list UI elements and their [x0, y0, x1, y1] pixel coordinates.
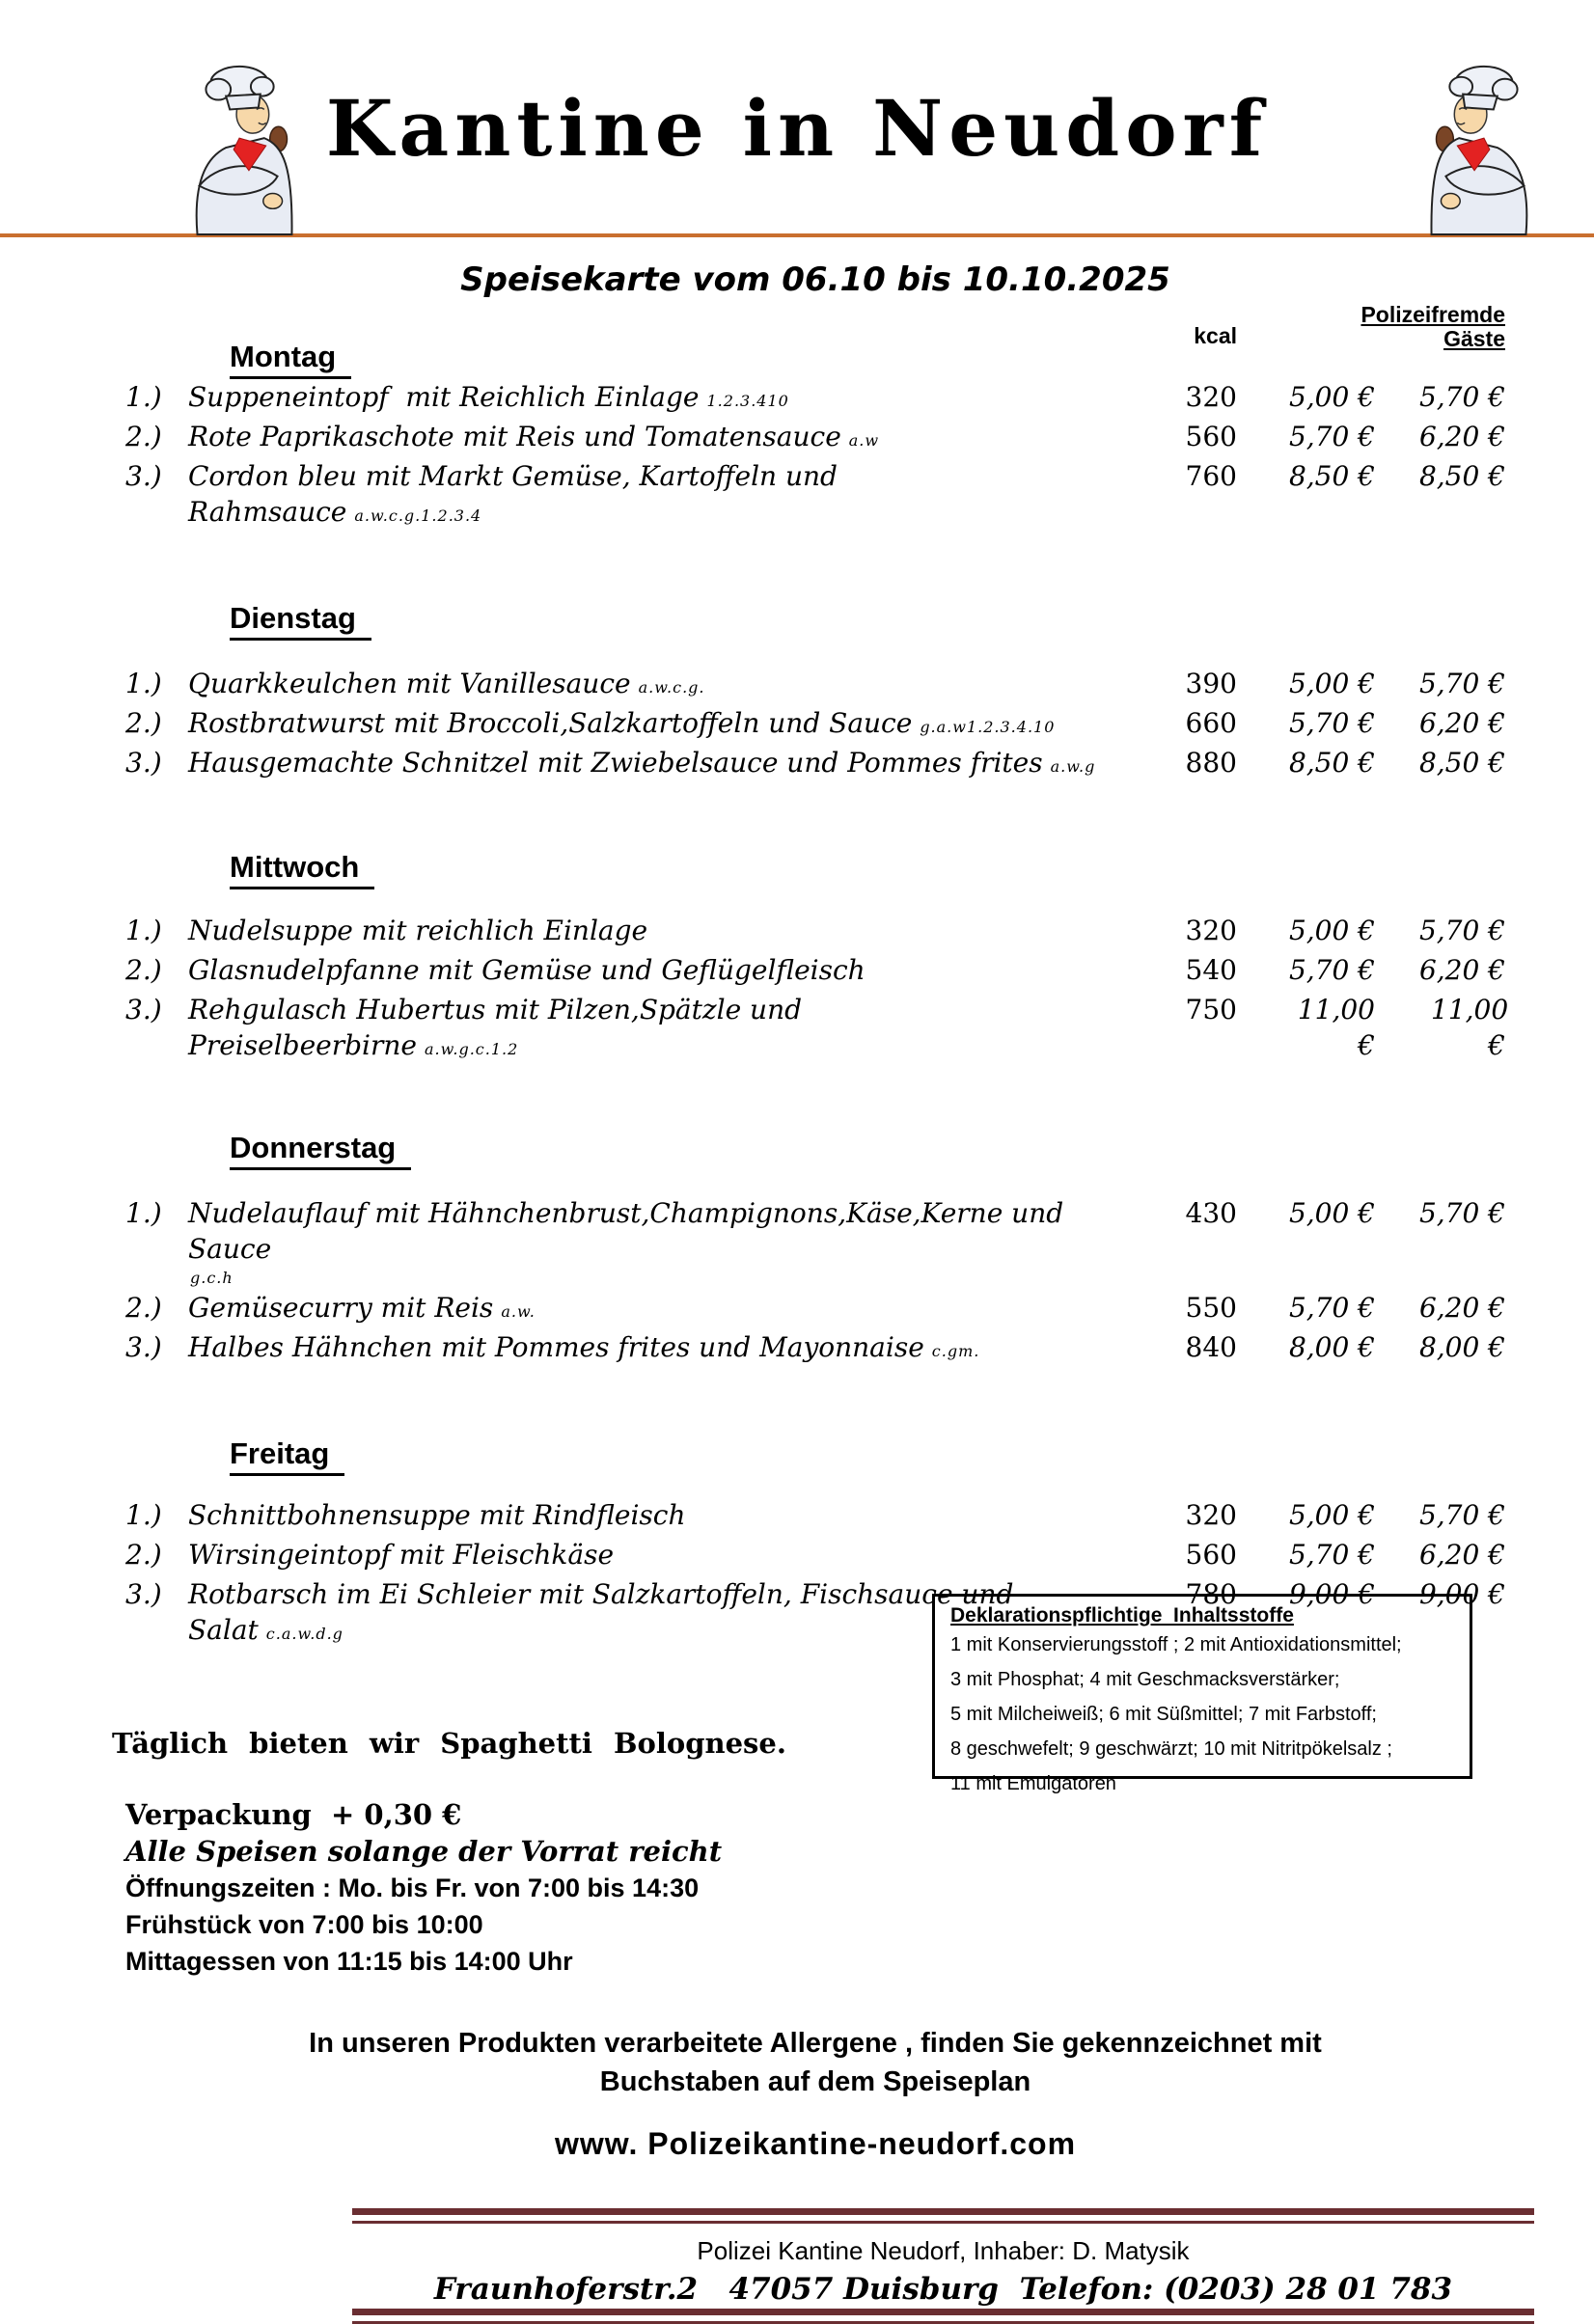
- dish-name: Halbes Hähnchen mit Pommes frites und Mayonnaise c.gm.: [188, 1331, 980, 1363]
- stock-note: Alle Speisen solange der Vorrat reicht: [125, 1835, 723, 1868]
- guests-column-header: Polizeifremde Gäste: [1360, 302, 1505, 351]
- allergen-codes: c.gm.: [931, 1342, 980, 1360]
- guest-price-value: 8,00 €: [1418, 1331, 1505, 1363]
- item-number: 1.): [125, 668, 162, 699]
- dish-name: Hausgemachte Schnitzel mit Zwiebelsauce und Pommes frites a.w.g: [188, 747, 1096, 779]
- guest-price-value: 6,20 €: [1418, 1539, 1505, 1571]
- price-value: 5,00 €: [1288, 1197, 1375, 1229]
- menu-row: [125, 913, 1505, 952]
- website-url: www. Polizeikantine-neudorf.com: [554, 2126, 1077, 2161]
- dish-name: Quarkkeulchen mit Vanillesauce a.w.c.g.: [188, 668, 705, 699]
- dish-name: Rotbarsch im Ei Schleier mit Salzkartoffeln, Fischsauce und Salat c.a.w.d.g: [188, 1578, 1023, 1646]
- breakfast-hours: Frühstück von 7:00 bis 10:00: [125, 1910, 483, 1939]
- guest-price-value: 5,70 €: [1418, 1197, 1505, 1229]
- lunch-hours: Mittagessen von 11:15 bis 14:00 Uhr: [125, 1947, 573, 1976]
- page-footer: [352, 2208, 1534, 2324]
- dish-name: Nudelauflauf mit Hähnchenbrust,Champignons,Käse,Kerne und Sauce g.c.h: [188, 1195, 1119, 1290]
- footer-rule-top: [352, 2208, 1534, 2224]
- item-number: 2.): [125, 1292, 162, 1324]
- kcal-value: 390: [1185, 668, 1237, 699]
- kcal-value: 660: [1185, 707, 1237, 739]
- declaration-line: 3 mit Phosphat; 4 mit Geschmacksverstärker;: [950, 1669, 1340, 1690]
- dish-name: Nudelsuppe mit reichlich Einlage: [188, 915, 648, 946]
- day-heading: Freitag: [230, 1436, 344, 1476]
- dish-name: Schnittbohnensuppe mit Rindfleisch: [188, 1499, 686, 1531]
- opening-hours: Öffnungszeiten : Mo. bis Fr. von 7:00 bis 14:30: [125, 1873, 700, 1902]
- menu-row: [125, 379, 1505, 419]
- day-heading: Mittwoch: [230, 850, 374, 889]
- kcal-value: 840: [1185, 1331, 1237, 1363]
- kcal-value: 750: [1185, 994, 1237, 1025]
- guest-price-value: 5,70 €: [1418, 915, 1505, 946]
- menu-subtitle: Speisekarte vom 06.10 bis 10.10.2025: [460, 260, 1170, 299]
- dish-name: Gemüsecurry mit Reis a.w.: [188, 1292, 536, 1324]
- item-number: 1.): [125, 1197, 162, 1229]
- declaration-title: Deklarationspflichtige Inhaltsstoffe: [950, 1604, 1294, 1627]
- item-number: 1.): [125, 915, 162, 946]
- allergen-codes: a.w.: [501, 1302, 536, 1321]
- declaration-line: 5 mit Milcheiweiß; 6 mit Süßmittel; 7 mit Farbstoff;: [950, 1704, 1377, 1725]
- price-value: 5,00 €: [1288, 668, 1375, 699]
- kcal-value: 320: [1185, 1499, 1237, 1531]
- menu-row: [125, 992, 1509, 1067]
- menu-row: [125, 1537, 1505, 1576]
- kcal-value: 540: [1185, 954, 1237, 986]
- day-section-donnerstag: [125, 1131, 1505, 1369]
- day-section-mittwoch: [125, 850, 1509, 1067]
- allergen-codes: g.c.h: [190, 1269, 234, 1287]
- footer-owner-line: Polizei Kantine Neudorf, Inhaber: D. Matysik: [697, 2236, 1190, 2265]
- chef-right-icon: [1413, 60, 1548, 236]
- footer-address-line: Fraunhoferstr.2 47057 Duisburg Telefon: (0203) 28 01 783: [433, 2272, 1453, 2307]
- day-heading: Dienstag: [230, 601, 371, 641]
- packaging-note: Verpackung + 0,30 €: [125, 1798, 462, 1831]
- dish-name: Rote Paprikaschote mit Reis und Tomatensauce a.w: [188, 421, 880, 452]
- allergen-codes: a.w.g: [1050, 757, 1096, 776]
- menu-row: [125, 666, 1505, 705]
- price-value: 5,70 €: [1288, 421, 1375, 452]
- declaration-line: 1 mit Konservierungsstoff ; 2 mit Antioxidationsmittel;: [950, 1634, 1402, 1655]
- menu-row: [125, 952, 1505, 992]
- kcal-value: 550: [1185, 1292, 1237, 1324]
- item-number: 2.): [125, 1539, 162, 1571]
- page-header: [0, 0, 1594, 237]
- menu-body: [0, 260, 1594, 2324]
- kcal-value: 780: [1185, 1578, 1237, 1610]
- price-value: 8,00 €: [1288, 1331, 1375, 1363]
- allergen-codes: g.a.w1.2.3.4.10: [920, 718, 1056, 736]
- price-value: 5,70 €: [1288, 1292, 1375, 1324]
- guest-price-value: 6,20 €: [1418, 954, 1505, 986]
- price-value: 5,00 €: [1288, 381, 1375, 413]
- guest-price-value: 5,70 €: [1418, 668, 1505, 699]
- footer-rule-bottom: [352, 2309, 1534, 2324]
- dish-name: Glasnudelpfanne mit Gemüse und Geflügelfleisch: [188, 954, 866, 986]
- menu-row: [125, 1290, 1505, 1329]
- guest-price-value: 8,50 €: [1418, 460, 1505, 492]
- guest-price-value: 6,20 €: [1418, 421, 1505, 452]
- item-number: 3.): [125, 460, 162, 492]
- price-value: 5,00 €: [1288, 915, 1375, 946]
- kcal-value: 560: [1185, 1539, 1237, 1571]
- menu-row: [125, 705, 1505, 745]
- allergen-codes: 1.2.3.410: [706, 392, 789, 410]
- guest-price-value: 5,70 €: [1418, 1499, 1505, 1531]
- price-value: 5,70 €: [1288, 954, 1375, 986]
- item-number: 2.): [125, 707, 162, 739]
- item-number: 1.): [125, 381, 162, 413]
- allergen-codes: a.w: [848, 431, 880, 450]
- price-value: 5,70 €: [1288, 1539, 1375, 1571]
- day-section-montag: [125, 340, 1505, 533]
- price-value: 8,50 €: [1288, 747, 1375, 779]
- item-number: 2.): [125, 421, 162, 452]
- allergen-codes: a.w.g.c.1.2: [424, 1040, 519, 1058]
- dish-name: Suppeneintopf mit Reichlich Einlage 1.2.3.410: [188, 381, 789, 413]
- kcal-value: 560: [1185, 421, 1237, 452]
- price-value: 5,00 €: [1288, 1499, 1375, 1531]
- menu-row: [125, 1497, 1505, 1537]
- item-number: 1.): [125, 1499, 162, 1531]
- menu-row: [125, 745, 1505, 784]
- price-value: 9,00 €: [1288, 1578, 1375, 1610]
- kcal-value: 320: [1185, 915, 1237, 946]
- dish-name: Cordon bleu mit Markt Gemüse, Kartoffeln und Rahmsauce a.w.c.g.1.2.3.4: [188, 460, 846, 528]
- declaration-line: 8 geschwefelt; 9 geschwärzt; 10 mit Nitritpökelsalz ;: [950, 1738, 1392, 1760]
- allergen-notice: In unseren Produkten verarbeitete Allergene , finden Sie gekennzeichnet mit Buchstaben auf dem Speiseplan: [309, 2028, 1322, 2097]
- declaration-box: [932, 1594, 1472, 1794]
- price-value: 8,50 €: [1288, 460, 1375, 492]
- declaration-line: 11 mit Emulgatoren: [950, 1773, 1116, 1794]
- guest-price-value: 5,70 €: [1418, 381, 1505, 413]
- guest-price-value: 8,50 €: [1418, 747, 1505, 779]
- daily-offer-note: Täglich bieten wir Spaghetti Bolognese.: [112, 1727, 786, 1760]
- guest-price-value: 9,00 €: [1418, 1578, 1505, 1610]
- item-number: 3.): [125, 747, 162, 779]
- item-number: 3.): [125, 1331, 162, 1363]
- menu-row: [125, 1195, 1505, 1290]
- guest-price-value: 6,20 €: [1418, 1292, 1505, 1324]
- day-heading: Montag: [230, 340, 351, 379]
- dish-name: Wirsingeintopf mit Fleischkäse: [188, 1539, 615, 1571]
- menu-row: [125, 1329, 1505, 1369]
- day-section-dienstag: [125, 601, 1505, 784]
- guest-price-value: 11,00 €: [1431, 994, 1509, 1061]
- page-title: Kantine in Neudorf: [325, 83, 1269, 174]
- info-notes: [125, 1796, 946, 1980]
- price-value: 11,00 €: [1297, 994, 1375, 1061]
- kcal-value: 760: [1185, 460, 1237, 492]
- allergen-codes: a.w.c.g.: [638, 678, 705, 697]
- kcal-value: 880: [1185, 747, 1237, 779]
- item-number: 3.): [125, 994, 162, 1025]
- guest-price-value: 6,20 €: [1418, 707, 1505, 739]
- price-value: 5,70 €: [1288, 707, 1375, 739]
- allergen-codes: c.a.w.d.g: [265, 1625, 344, 1643]
- dish-name: Rostbratwurst mit Broccoli,Salzkartoffeln und Sauce g.a.w1.2.3.4.10: [188, 707, 1056, 739]
- item-number: 3.): [125, 1578, 162, 1610]
- item-number: 2.): [125, 954, 162, 986]
- allergen-codes: a.w.c.g.1.2.3.4: [354, 506, 482, 525]
- kcal-value: 320: [1185, 381, 1237, 413]
- menu-row: [125, 419, 1505, 458]
- dish-name: Rehgulasch Hubertus mit Pilzen,Spätzle und Preiselbeerbirne a.w.g.c.1.2: [188, 994, 811, 1061]
- menu-row: [125, 458, 1505, 533]
- day-heading: Donnerstag: [230, 1131, 411, 1170]
- kcal-value: 430: [1185, 1197, 1237, 1229]
- kcal-column-header: kcal: [1194, 323, 1237, 348]
